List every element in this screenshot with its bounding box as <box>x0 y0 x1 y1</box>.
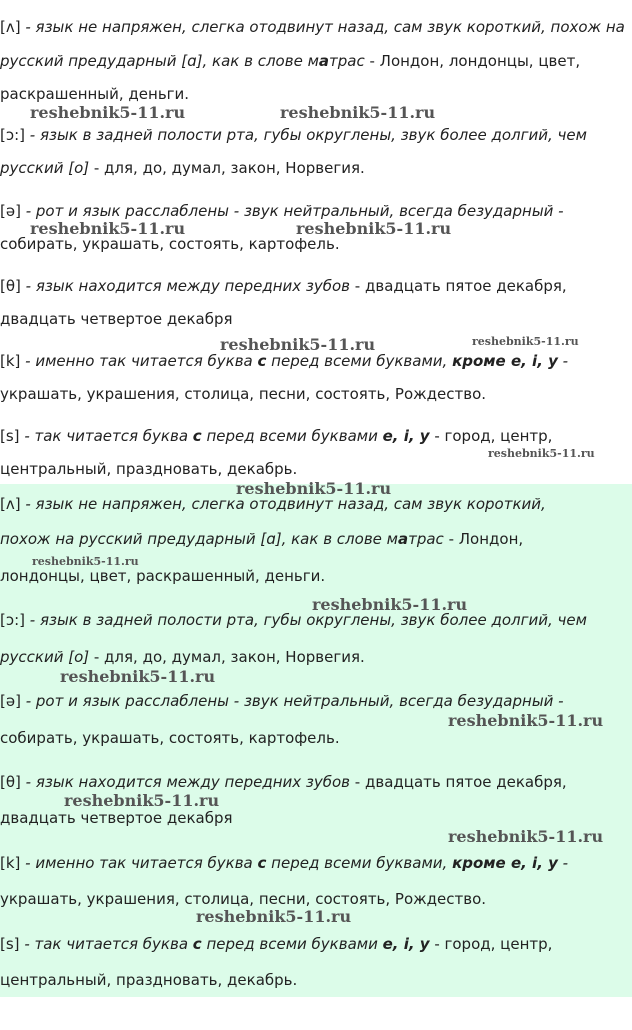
phonetic-symbol: [ə] <box>0 692 21 710</box>
phonetic-symbol: [ɔ:] <box>0 611 25 629</box>
dash: - <box>557 352 569 370</box>
phonetic-symbol: [ɔ:] <box>0 126 25 144</box>
description: - рот и язык расслаблены - звук нейтральный, всегда безударный - <box>25 202 564 220</box>
block1-p1-line2 <box>0 51 580 71</box>
block2-p3-line1 <box>0 691 564 711</box>
dash: - <box>557 854 569 872</box>
phonetic-symbol: [θ] <box>0 773 21 791</box>
phonetic-symbol: [s] <box>0 935 20 953</box>
description: перед всеми буквами <box>201 935 383 953</box>
description: - так читается буква <box>24 427 193 445</box>
examples: - для, до, думал, закон, Норвегия. <box>89 648 365 666</box>
watermark: reshebnik5-11.ru <box>30 219 186 238</box>
description: - именно так читается буква <box>25 352 258 370</box>
description: перед всеми буквами <box>201 427 383 445</box>
exception-letters: кроме е, i, y <box>452 854 558 872</box>
watermark: reshebnik5-11.ru <box>236 479 392 498</box>
block2-p2-line1 <box>0 610 587 630</box>
phonetic-symbol: [k] <box>0 352 21 370</box>
description: - язык не напряжен, слегка отодвинут назад, сам звук короткий, похож на <box>25 18 625 36</box>
block1-p6-line2 <box>0 459 297 479</box>
watermark: reshebnik5-11.ru <box>64 791 220 810</box>
phonetic-symbol: [s] <box>0 427 20 445</box>
description: трас <box>329 52 365 70</box>
examples: - город, центр, <box>429 935 553 953</box>
examples: - Лондон, <box>443 530 524 548</box>
examples: центральный, праздновать, декабрь. <box>0 460 298 478</box>
description: перед всеми буквами, <box>266 352 453 370</box>
letter-c: с <box>192 427 202 445</box>
examples: двадцать четвертое декабря <box>0 310 233 328</box>
description: трас <box>408 530 444 548</box>
description: - язык находится между передних зубов <box>25 277 351 295</box>
phonetic-symbol: [k] <box>0 854 21 872</box>
watermark: reshebnik5-11.ru <box>448 711 604 730</box>
letters: е, i, y <box>382 427 430 445</box>
examples: - двадцать пятое декабря, <box>350 773 567 791</box>
block1-p5-line2 <box>0 384 486 404</box>
block2-p6-line2 <box>0 970 297 990</box>
examples: центральный, праздновать, декабрь. <box>0 971 298 989</box>
examples: лондонцы, цвет, раскрашенный, деньги. <box>0 567 326 585</box>
description: - рот и язык расслаблены - звук нейтральный, всегда безударный - <box>25 692 564 710</box>
watermark: reshebnik5-11.ru <box>220 335 376 354</box>
block1-p2-line2 <box>0 158 365 178</box>
examples: - Лондон, лондонцы, цвет, <box>364 52 581 70</box>
examples: украшать, украшения, столица, песни, состоять, Рождество. <box>0 890 487 908</box>
examples: украшать, украшения, столица, песни, состоять, Рождество. <box>0 385 487 403</box>
block1-p1-line1 <box>0 17 625 37</box>
examples: - двадцать пятое декабря, <box>350 277 567 295</box>
description: русский [о] <box>0 159 90 177</box>
watermark: reshebnik5-11.ru <box>60 667 216 686</box>
block1-p1-line3 <box>0 84 189 104</box>
block1-p6-line1 <box>0 426 552 446</box>
watermark: reshebnik5-11.ru <box>312 595 468 614</box>
block2-p5-line1 <box>0 853 568 873</box>
phonetic-symbol: [ʌ] <box>0 18 21 36</box>
examples: двадцать четвертое декабря <box>0 809 233 827</box>
block2-p1-line2 <box>0 529 523 549</box>
description: - язык не напряжен, слегка отодвинут назад, сам звук короткий, <box>25 495 546 513</box>
block2-p5-line2 <box>0 889 486 909</box>
examples: собирать, украшать, состоять, картофель. <box>0 235 340 253</box>
stressed-letter: а <box>397 530 409 548</box>
watermark: reshebnik5-11.ru <box>448 827 604 846</box>
block2-p4-line2 <box>0 808 233 828</box>
block1-p5-line1 <box>0 351 568 371</box>
examples: собирать, украшать, состоять, картофель. <box>0 729 340 747</box>
block1-p3-line1 <box>0 201 564 221</box>
watermark: reshebnik5-11.ru <box>196 907 352 926</box>
examples: - для, до, думал, закон, Норвегия. <box>89 159 365 177</box>
description: русский предударный [ɑ], как в слове м <box>0 52 319 70</box>
letters: е, i, y <box>382 935 430 953</box>
watermark: reshebnik5-11.ru <box>30 103 186 122</box>
description: перед всеми буквами, <box>266 854 453 872</box>
watermark: reshebnik5-11.ru <box>280 103 436 122</box>
phonetic-symbol: [ʌ] <box>0 495 21 513</box>
description: - так читается буква <box>24 935 193 953</box>
exception-letters: кроме е, i, y <box>452 352 558 370</box>
phonetic-symbol: [θ] <box>0 277 21 295</box>
description: - язык находится между передних зубов <box>25 773 351 791</box>
description: - язык в задней полости рта, губы округлены, звук более долгий, чем <box>29 126 587 144</box>
watermark: reshebnik5-11.ru <box>296 219 452 238</box>
block1-p4-line2 <box>0 309 233 329</box>
block1-p4-line1 <box>0 276 567 296</box>
block2-p6-line1 <box>0 934 552 954</box>
letter-c: с <box>192 935 202 953</box>
description: русский [о] <box>0 648 90 666</box>
description: похож на русский предударный [ɑ], как в слове м <box>0 530 398 548</box>
watermark: reshebnik5-11.ru <box>32 555 139 568</box>
letter-c: с <box>257 352 267 370</box>
block1-p2-line1 <box>0 125 587 145</box>
description: - язык в задней полости рта, губы округлены, звук более долгий, чем <box>29 611 587 629</box>
phonetic-symbol: [ə] <box>0 202 21 220</box>
block2-p4-line1 <box>0 772 567 792</box>
block2-p3-line2 <box>0 728 340 748</box>
stressed-letter: а <box>318 52 330 70</box>
block2-p2-line2 <box>0 647 365 667</box>
block2-p1-line3 <box>0 566 325 586</box>
watermark: reshebnik5-11.ru <box>488 447 595 460</box>
examples: - город, центр, <box>429 427 553 445</box>
watermark: reshebnik5-11.ru <box>472 335 579 348</box>
letter-c: с <box>257 854 267 872</box>
examples: раскрашенный, деньги. <box>0 85 190 103</box>
description: - именно так читается буква <box>25 854 258 872</box>
